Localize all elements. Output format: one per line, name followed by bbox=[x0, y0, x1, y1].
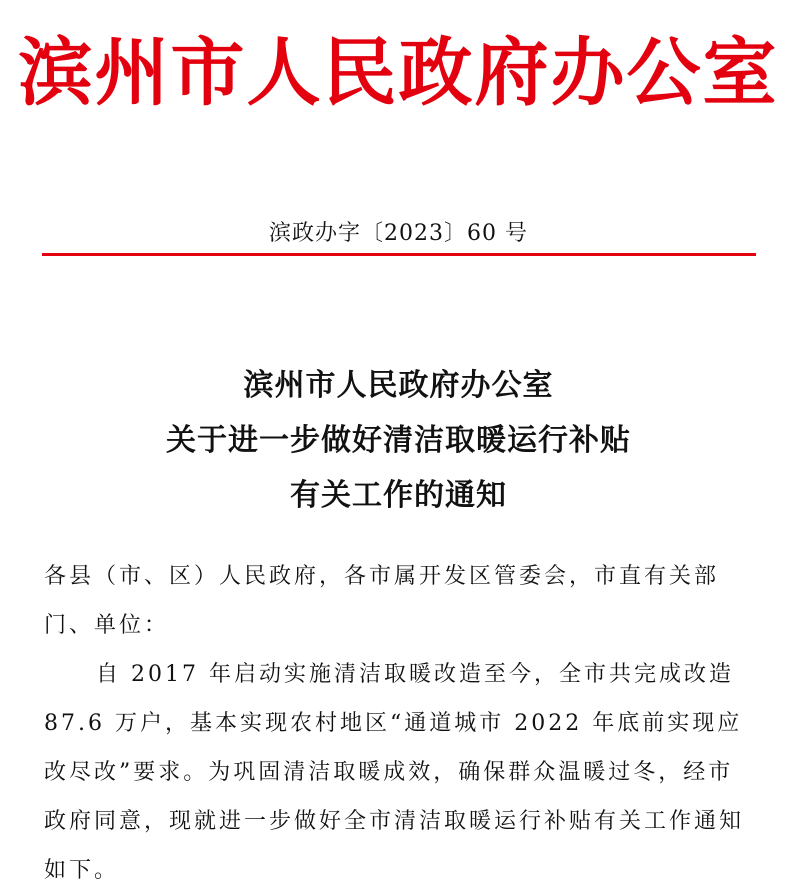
red-divider-line bbox=[42, 253, 756, 256]
title-line-3: 有关工作的通知 bbox=[290, 478, 507, 513]
body-paragraph-1: 自 2017 年启动实施清洁取暖改造至今，全市共完成改造 87.6 万户，基本实现农村地区“通道城市 2022 年底前实现应改尽改”要求。为巩固清洁取暖成效，确保群众温暖过冬，经市政府同意，现就进一步做好全市清洁取暖运行补贴有关工作通知如下。 bbox=[44, 662, 745, 883]
title-line-2: 关于进一步做好清洁取暖运行补贴 bbox=[166, 423, 631, 458]
salutation: 各县（市、区）人民政府，各市属开发区管委会，市直有关部门、单位： bbox=[44, 564, 720, 638]
issuer-masthead: 滨州市人民政府办公室 bbox=[18, 30, 779, 116]
document-number: 滨政办字〔2023〕60 号 bbox=[269, 221, 528, 246]
title-line-1: 滨州市人民政府办公室 bbox=[243, 368, 554, 403]
document-body bbox=[44, 552, 756, 895]
document-title bbox=[0, 358, 797, 523]
